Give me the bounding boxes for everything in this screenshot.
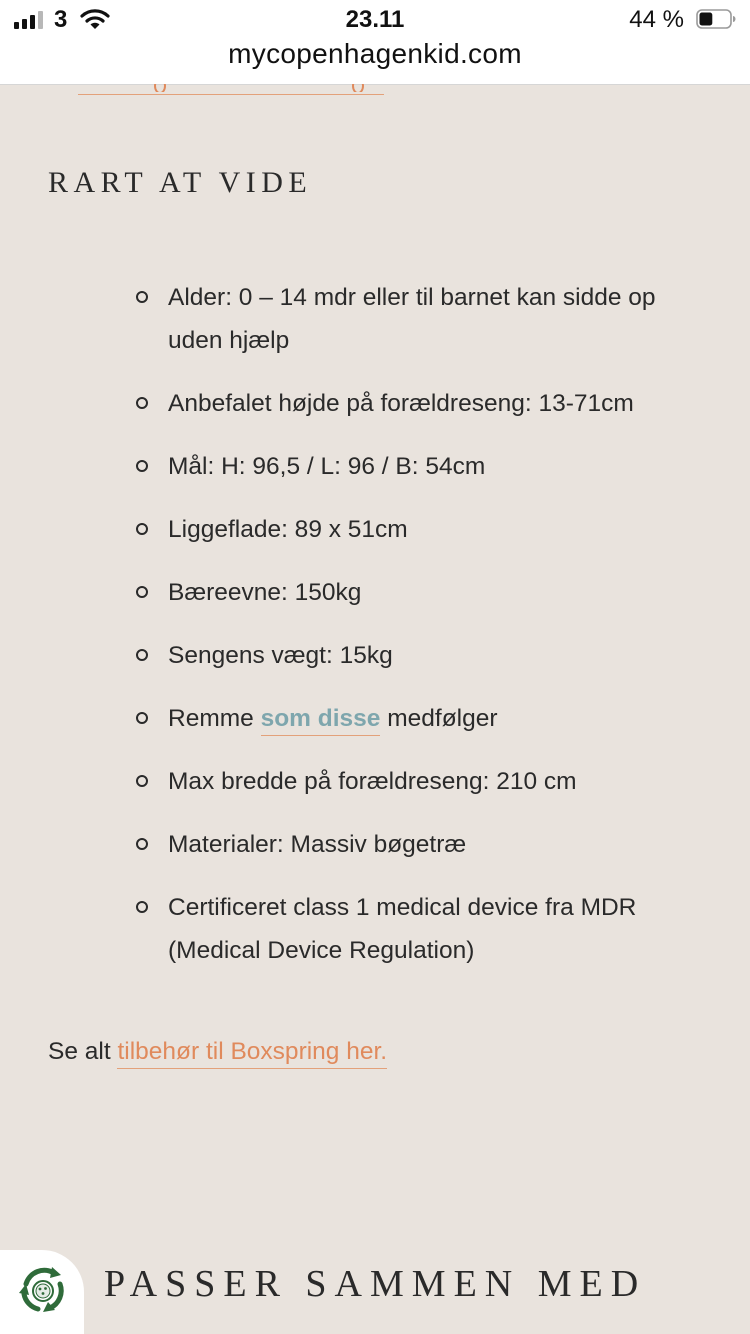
address-bar-url[interactable]: mycopenhagenkid.com [228,38,522,69]
recycle-badge[interactable] [0,1250,84,1334]
list-item: Sengens vægt: 15kg [130,634,715,677]
straps-link[interactable]: som disse [261,705,381,736]
related-products-title: PASSER SAMMEN MED [104,1263,647,1305]
list-item: Anbefalet højde på forældreseng: 13-71cm [130,382,715,425]
section-title: RART AT VIDE [48,166,313,199]
recycle-icon [14,1262,72,1320]
previous-link-fragment[interactable] [120,84,370,92]
list-item: Alder: 0 – 14 mdr eller til barnet kan sidde op uden hjælp [130,276,715,362]
list-item: Max bredde på forældreseng: 210 cm [130,760,715,803]
accessories-link[interactable]: tilbehør til Boxspring her. [117,1038,387,1069]
battery-percent: 44 % [629,6,684,33]
battery-icon [696,9,736,29]
previous-link-underline [78,94,384,95]
status-time: 23.11 [345,6,405,33]
carrier-label: 3 [54,6,68,33]
list-item: Mål: H: 96,5 / L: 96 / B: 54cm [130,445,715,488]
list-item: Materialer: Massiv bøgetræ [130,823,715,866]
list-item: Liggeflade: 89 x 51cm [130,508,715,551]
browser-top-bar [0,0,750,85]
facts-list [130,276,715,992]
list-item: Bæreevne: 150kg [130,571,715,614]
list-item: Remme som disse medfølger [130,697,715,740]
list-item: Certificeret class 1 medical device fra MDR (Medical Device Regulation) [130,886,715,972]
see-all-accessories: Se alt tilbehør til Boxspring her. [48,1030,387,1073]
